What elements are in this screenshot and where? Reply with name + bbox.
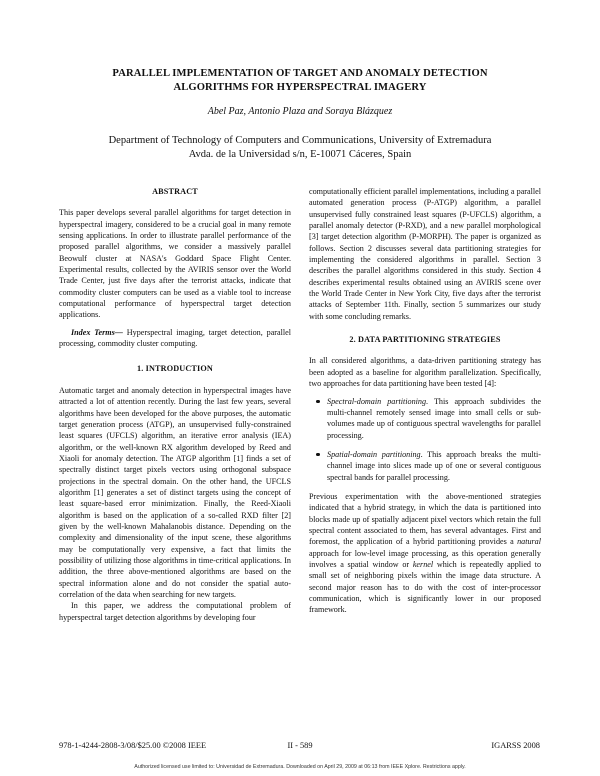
bullet-text: . This approach subdivides the multi-channel remotely sensed image into small cells or sub-volumes made up of contiguous spectral wavelengths for parallel processing. (327, 396, 541, 440)
data-partitioning-paragraph-2 (309, 491, 541, 616)
bullet-icon (316, 453, 320, 457)
bullet-term: Spatial-domain partitioning (327, 449, 421, 459)
paragraph-text: which is repeatedly applied to small set of neighboring pixels within the image data structure. A second major reason has to do with the cost of inter-processor communication, which is significantly lower in our proposed framework. (309, 559, 542, 615)
index-terms (59, 327, 291, 350)
index-terms-text: Hyperspectral imaging, target detection, parallel processing, commodity cluster computing. (59, 327, 291, 349)
footer-copyright: 978-1-4244-2808-3/08/$25.00 ©2008 IEEE (59, 741, 207, 750)
data-partitioning-heading: 2. DATA PARTITIONING STRATEGIES (349, 335, 501, 345)
title-line-1: PARALLEL IMPLEMENTATION OF TARGET AND ANOMALY DETECTION (112, 68, 488, 79)
data-partitioning-paragraph-1: In all considered algorithms, a data-driven partitioning strategy has been adopted as a baseline for algorithm parallelization. Specifically, two approaches for data partitioning have been tested [4]: (309, 356, 541, 389)
bullet-text: . This approach breaks the multi-channel image into slices made up of one or several contiguous spectral bands for parallel processing. (327, 449, 541, 482)
right-column (309, 186, 541, 616)
affiliation (40, 134, 560, 162)
introduction-continuation: computationally efficient parallel implementations, including a parallel automated generation process (P-ATGP) algorithm, a parallel unsupervised fully constrained least squares (P-UFCLS) algorithm, a parallel anomaly detector (P-RXD), and a new parallel morphological [3] target detection algorithm (P-MORPH). The paper is organized as follows. Section 2 discusses several data partitioning strategies for implementing the considered algorithms in parallel. Section 3 describes the parallel algorithms considered in this study. Section 4 describes experimental results obtained using an AVIRIS scene over the World Trade Center in New York City, five days after the terrorist attacks of September 11th. Finally, section 5 summarizes our study with some concluding remarks. (309, 187, 541, 321)
affiliation-line-1: Department of Technology of Computers and Communications, University of Extremadura (108, 135, 492, 146)
footer-page-number: II - 589 (287, 741, 313, 750)
abstract-text: This paper develops several parallel algorithms for target detection in hyperspectral imagery, considered to be a crucial goal in many remote sensing applications. In order to illustrate parallel performance of the proposed parallel algorithms, we consider a massively parallel Beowulf cluster at NASA's Goddard Space Flight Center. Experimental results, collected by the AVIRIS sensor over the World Trade Center, just five days after the terrorist attacks, indicate that commodity cluster computers can be used as a viable tool to increase computational performance of hyperspectral target detection applications. (59, 208, 291, 320)
bullet-term: Spectral-domain partitioning (327, 396, 427, 406)
title-line-2: ALGORITHMS FOR HYPERSPECTRAL IMAGERY (173, 82, 427, 93)
author-list: Abel Paz, Antonio Plaza and Soraya Blázquez (207, 106, 393, 117)
introduction-paragraph-2: In this paper, we address the computational problem of hyperspectral target detection algorithms by developing four (59, 601, 291, 622)
introduction-paragraph-1: Automatic target and anomaly detection in hyperspectral images have attracted a lot of attention recently. During the last few years, several algorithms have been developed for the above purposes, the automatic target generation process (ATGP), an unsupervised fully-constrained least squares (UFCLS) algorithm, an iterative error analysis (IEA) algorithm, or the well-known RX algorithm developed by Reed and Xiaoli for anomaly detection. The ATGP algorithm [1] finds a set of spectrally distinct target pixels vectors using orthogonal subspace projections in the spectral domain. On the other hand, the UFCLS algorithm [1] generates a set of distinct targets using the concept of least square-based error minimization. Finally, the Reed-Xiaoli algorithm is based on the application of a so-called RXD filter [2] given by the well-known Mahalanobis distance. Depending on the complexity and dimensionality of the input scene, these algorithms may be computationally very expensive, a fact that limits the possibility of utilizing those algorithms in time-critical applications. In addition, the three above-mentioned algorithms are based on the spectral information alone and do not consider the spatial auto-correlation of the data when searching for new targets. (59, 385, 291, 599)
bullet-icon (316, 400, 320, 404)
list-item (309, 449, 541, 483)
affiliation-line-2: Avda. de la Universidad s/n, E-10071 Cáceres, Spain (188, 149, 412, 160)
abstract-heading: ABSTRACT (152, 187, 198, 196)
list-item (309, 396, 541, 441)
emphasis-natural: natural (517, 537, 541, 547)
footer-conference: IGARSS 2008 (491, 741, 540, 750)
left-column (59, 186, 291, 623)
paper-title (60, 67, 540, 95)
paragraph-text: Previous experimentation with the above-mentioned strategies indicated that a hybrid strategy, in which the data is partitioned into blocks made up of spatially adjacent pixel vectors which retain the full spectral content associated to them, has several advantages. First and foremost, the application of a hybrid partitioning provides a (309, 491, 541, 547)
partitioning-list (309, 396, 541, 483)
paragraph-text: approach for low-level image processing, as this operation generally involves a spatial window or (309, 548, 541, 569)
emphasis-kernel: kernel (412, 559, 434, 569)
index-terms-label: Index Terms— (71, 327, 123, 337)
introduction-heading: 1. INTRODUCTION (137, 364, 213, 374)
license-notice: Authorized licensed use limited to: Universidad de Extremadura. Downloaded on April 29, 2009 at 06:13 from IEEE Xplore. Restrictions apply. (134, 764, 466, 770)
